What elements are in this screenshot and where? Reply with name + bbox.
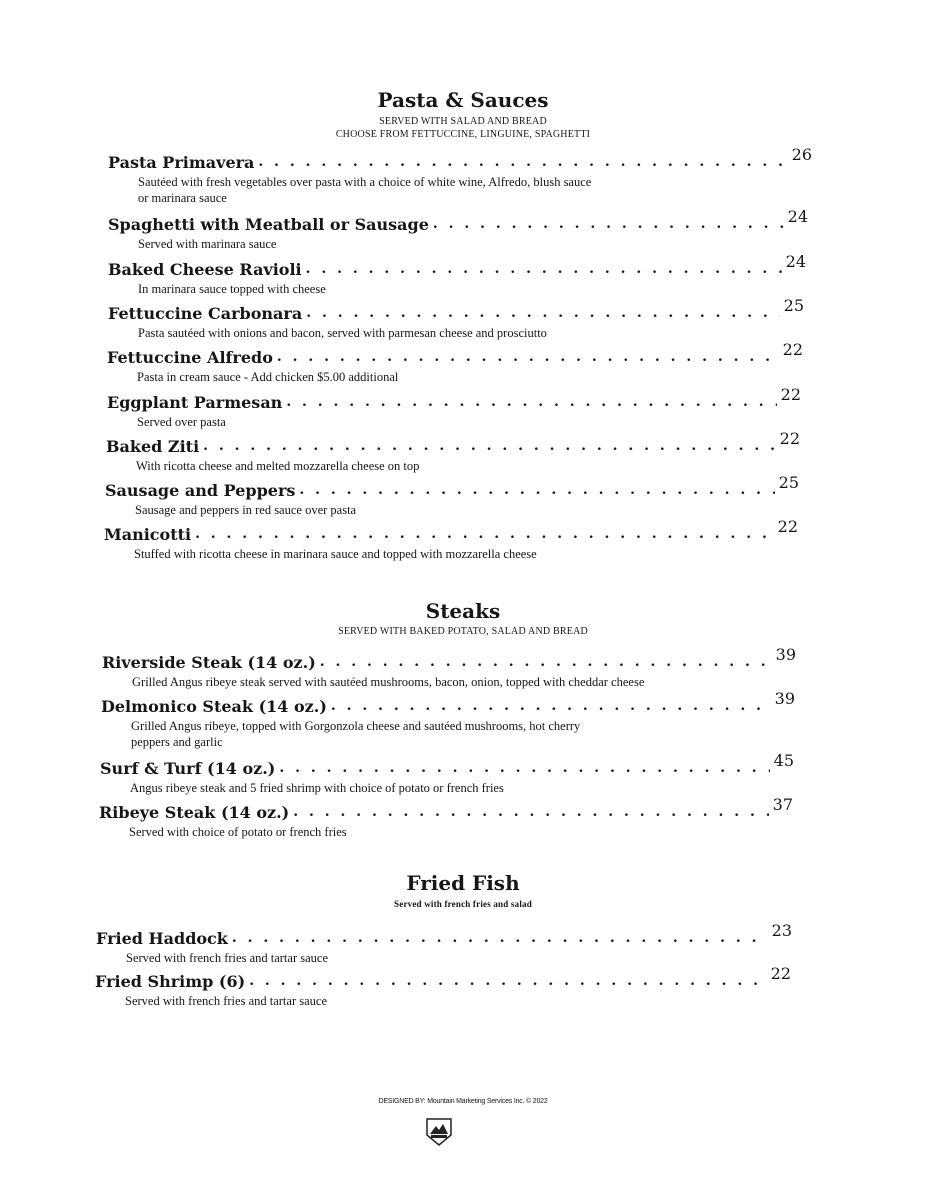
item-name: Fettuccine Alfredo	[107, 348, 273, 367]
menu-item-delmonico-steak	[101, 689, 795, 750]
steaks-section-subtitle: SERVED WITH BAKED POTATO, SALAD AND BREAD	[338, 626, 588, 637]
leader-dots	[258, 155, 787, 172]
leader-dots	[293, 805, 768, 822]
item-name: Pasta Primavera	[108, 153, 255, 172]
menu-item-pasta-primavera	[108, 145, 812, 206]
leader-dots	[286, 395, 776, 412]
item-description: In marinara sauce topped with cheese	[138, 282, 326, 296]
pasta-section-title: Pasta & Sauces	[377, 88, 549, 112]
item-price: 24	[785, 252, 806, 271]
item-description: Served with french fries and tartar sauce	[125, 994, 327, 1008]
menu-item-fettuccine-alfredo	[107, 340, 803, 385]
leader-dots	[299, 483, 774, 500]
pasta-section-subtitle-1: SERVED WITH SALAD AND BREAD	[379, 116, 547, 127]
item-name: Manicotti	[104, 525, 192, 544]
item-price: 37	[772, 795, 793, 814]
menu-item-fettuccine-carbonara	[108, 296, 804, 341]
menu-item-ribeye-steak	[99, 795, 793, 840]
leader-dots	[306, 262, 782, 279]
item-price: 22	[777, 517, 798, 536]
item-name: Riverside Steak (14 oz.)	[102, 653, 316, 672]
item-name: Spaghetti with Meatball or Sausage	[108, 215, 429, 234]
item-description: With ricotta cheese and melted mozzarella cheese on top	[136, 459, 420, 473]
menu-item-surf-and-turf	[100, 751, 794, 796]
fried-fish-section-subtitle: Served with french fries and salad	[394, 899, 532, 909]
item-description: Sautéed with fresh vegetables over pasta with a choice of white wine, Alfredo, blush sauce or marinara sauce	[138, 175, 592, 205]
item-description: Served over pasta	[137, 415, 226, 429]
item-description: Grilled Angus ribeye steak served with sautéed mushrooms, bacon, onion, topped with cheddar cheese	[132, 675, 645, 689]
leader-dots	[203, 439, 776, 456]
leader-dots	[433, 217, 784, 234]
item-description: Stuffed with ricotta cheese in marinara sauce and topped with mozzarella cheese	[134, 547, 537, 561]
item-name: Baked Cheese Ravioli	[108, 260, 302, 279]
item-name: Surf & Turf (14 oz.)	[100, 759, 276, 778]
item-description: Pasta in cream sauce - Add chicken $5.00 additional	[137, 370, 399, 384]
item-price: 45	[773, 751, 794, 770]
item-price: 39	[775, 645, 796, 664]
leader-dots	[279, 761, 769, 778]
item-name: Sausage and Peppers	[105, 481, 296, 500]
leader-dots	[277, 350, 779, 367]
item-price: 23	[771, 921, 792, 940]
menu-item-riverside-steak	[102, 645, 796, 690]
item-name: Delmonico Steak (14 oz.)	[101, 697, 327, 716]
menu-item-fried-haddock	[96, 921, 792, 966]
item-price: 22	[770, 964, 791, 983]
menu-item-baked-ziti	[106, 429, 800, 474]
designer-credit: DESIGNED BY: Mountain Marketing Services Inc. © 2022	[378, 1098, 548, 1105]
leader-dots	[249, 974, 766, 991]
menu-item-eggplant-parmesan	[107, 385, 801, 430]
leader-dots	[306, 306, 779, 323]
menu-item-spaghetti	[108, 207, 808, 252]
pasta-section-subtitle-2: CHOOSE FROM FETTUCCINE, LINGUINE, SPAGHETTI	[335, 129, 591, 140]
item-price: 25	[783, 296, 804, 315]
item-price: 22	[782, 340, 803, 359]
item-description: Angus ribeye steak and 5 fried shrimp with choice of potato or french fries	[130, 781, 504, 795]
item-price: 25	[778, 473, 799, 492]
fried-fish-section-title: Fried Fish	[406, 871, 520, 895]
leader-dots	[331, 699, 771, 716]
item-name: Fettuccine Carbonara	[108, 304, 303, 323]
item-price: 39	[774, 689, 795, 708]
item-description: Pasta sautéed with onions and bacon, served with parmesan cheese and prosciutto	[138, 326, 547, 340]
leader-dots	[232, 931, 768, 948]
menu-item-baked-cheese-ravioli	[108, 252, 806, 297]
item-name: Fried Shrimp (6)	[95, 972, 246, 991]
item-price: 22	[780, 385, 801, 404]
item-name: Fried Haddock	[96, 929, 228, 948]
item-description: Grilled Angus ribeye, topped with Gorgonzola cheese and sautéed mushrooms, hot cherry peppers and garlic	[131, 719, 581, 749]
menu-item-fried-shrimp	[95, 964, 791, 1009]
mountain-logo-icon	[423, 1115, 455, 1147]
item-description: Served with choice of potato or french fries	[129, 825, 347, 839]
item-description: Served with marinara sauce	[138, 237, 277, 251]
leader-dots	[320, 655, 772, 672]
item-price: 22	[779, 429, 800, 448]
item-name: Baked Ziti	[106, 437, 200, 456]
menu-item-manicotti	[104, 517, 798, 562]
item-price: 26	[791, 145, 812, 164]
item-name: Eggplant Parmesan	[107, 393, 283, 412]
item-description: Sausage and peppers in red sauce over pasta	[135, 503, 357, 517]
menu-item-sausage-and-peppers	[105, 473, 799, 518]
item-price: 24	[787, 207, 808, 226]
item-name: Ribeye Steak (14 oz.)	[99, 803, 290, 822]
item-description: Served with french fries and tartar sauce	[126, 951, 328, 965]
steaks-section-title: Steaks	[425, 599, 501, 623]
leader-dots	[195, 527, 774, 544]
